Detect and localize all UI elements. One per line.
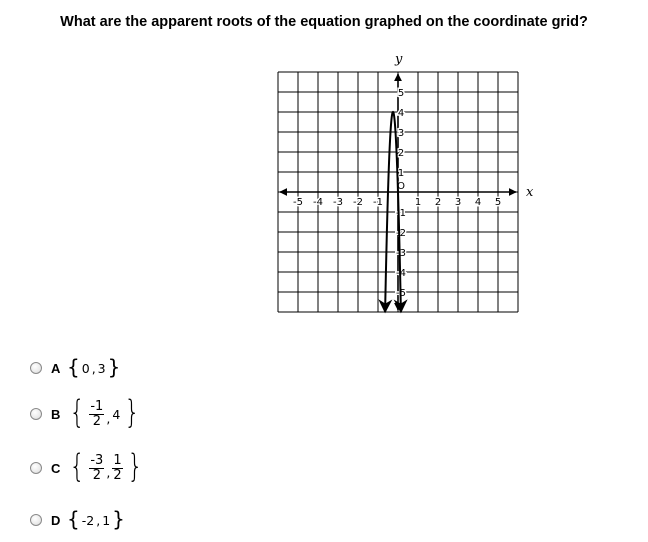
- option-letter-c: C: [51, 460, 61, 476]
- option-d-set: [67, 507, 125, 531]
- option-c-set: [67, 447, 145, 485]
- close-brace: }: [112, 507, 125, 531]
- set-value-2: 1: [102, 512, 111, 528]
- fraction-numerator: -1: [90, 398, 104, 414]
- open-brace: {: [69, 447, 85, 485]
- y-tick-label: 4: [397, 108, 405, 119]
- fraction-denominator: 2: [92, 467, 101, 483]
- separator: ,: [96, 512, 101, 528]
- y-tick-label: 1: [397, 168, 405, 179]
- open-brace: {: [69, 393, 85, 431]
- fraction: [89, 454, 104, 482]
- radio-button-c[interactable]: [30, 462, 42, 474]
- y-tick-label: -2: [396, 228, 406, 239]
- x-tick-label: 3: [454, 197, 462, 208]
- option-letter-b: B: [51, 406, 61, 422]
- x-tick-label: -5: [293, 197, 303, 208]
- radio-button-a[interactable]: [30, 362, 42, 374]
- fraction-numerator: 1: [113, 452, 122, 468]
- separator: ,: [91, 360, 96, 376]
- set-value-1: -2: [81, 512, 95, 528]
- fraction-numerator: -3: [90, 452, 104, 468]
- fraction: [89, 400, 104, 428]
- close-brace: }: [107, 355, 121, 379]
- separator: ,: [106, 465, 111, 480]
- close-brace: }: [127, 447, 143, 485]
- set-value-2: 4: [112, 406, 121, 422]
- y-tick-label: -4: [396, 268, 406, 279]
- y-tick-label: -3: [396, 248, 406, 259]
- y-tick-label: 3: [397, 128, 405, 139]
- x-tick-label: 4: [474, 197, 482, 208]
- x-tick-label: -2: [353, 197, 363, 208]
- separator: ,: [106, 411, 111, 426]
- x-tick-label: -1: [373, 197, 383, 208]
- coordinate-grid-graph: [268, 52, 548, 332]
- x-tick-label: -3: [333, 197, 343, 208]
- fraction: [112, 454, 122, 482]
- origin-label: O: [397, 181, 405, 192]
- open-brace: {: [67, 507, 80, 531]
- answer-option-d[interactable]: [30, 500, 125, 540]
- y-tick-label: 5: [397, 88, 405, 99]
- answer-option-a[interactable]: [30, 348, 120, 388]
- set-value-2: 3: [97, 360, 106, 376]
- x-tick-label: -4: [313, 197, 323, 208]
- y-axis-label: y: [395, 52, 403, 67]
- fraction-denominator: 2: [92, 413, 101, 429]
- radio-button-b[interactable]: [30, 408, 42, 420]
- option-b-set: [67, 393, 143, 431]
- radio-button-d[interactable]: [30, 514, 42, 526]
- fraction-denominator: 2: [113, 467, 122, 483]
- y-tick-label: -5: [396, 288, 406, 299]
- x-tick-label: 2: [434, 197, 442, 208]
- set-value-1: 0: [81, 360, 90, 376]
- y-tick-label: -1: [396, 208, 406, 219]
- option-a-set: [67, 355, 121, 379]
- close-brace: }: [124, 393, 141, 431]
- x-axis-label: x: [526, 185, 534, 200]
- x-tick-label: 5: [494, 197, 502, 208]
- option-letter-d: D: [51, 512, 61, 528]
- open-brace: {: [67, 355, 80, 379]
- y-tick-label: 2: [397, 148, 405, 159]
- question-text: What are the apparent roots of the equation graphed on the coordinate grid?: [60, 14, 588, 30]
- x-tick-label: 1: [414, 197, 422, 208]
- answer-option-b[interactable]: [30, 394, 143, 434]
- option-letter-a: A: [51, 360, 61, 376]
- answer-option-c[interactable]: [30, 448, 145, 488]
